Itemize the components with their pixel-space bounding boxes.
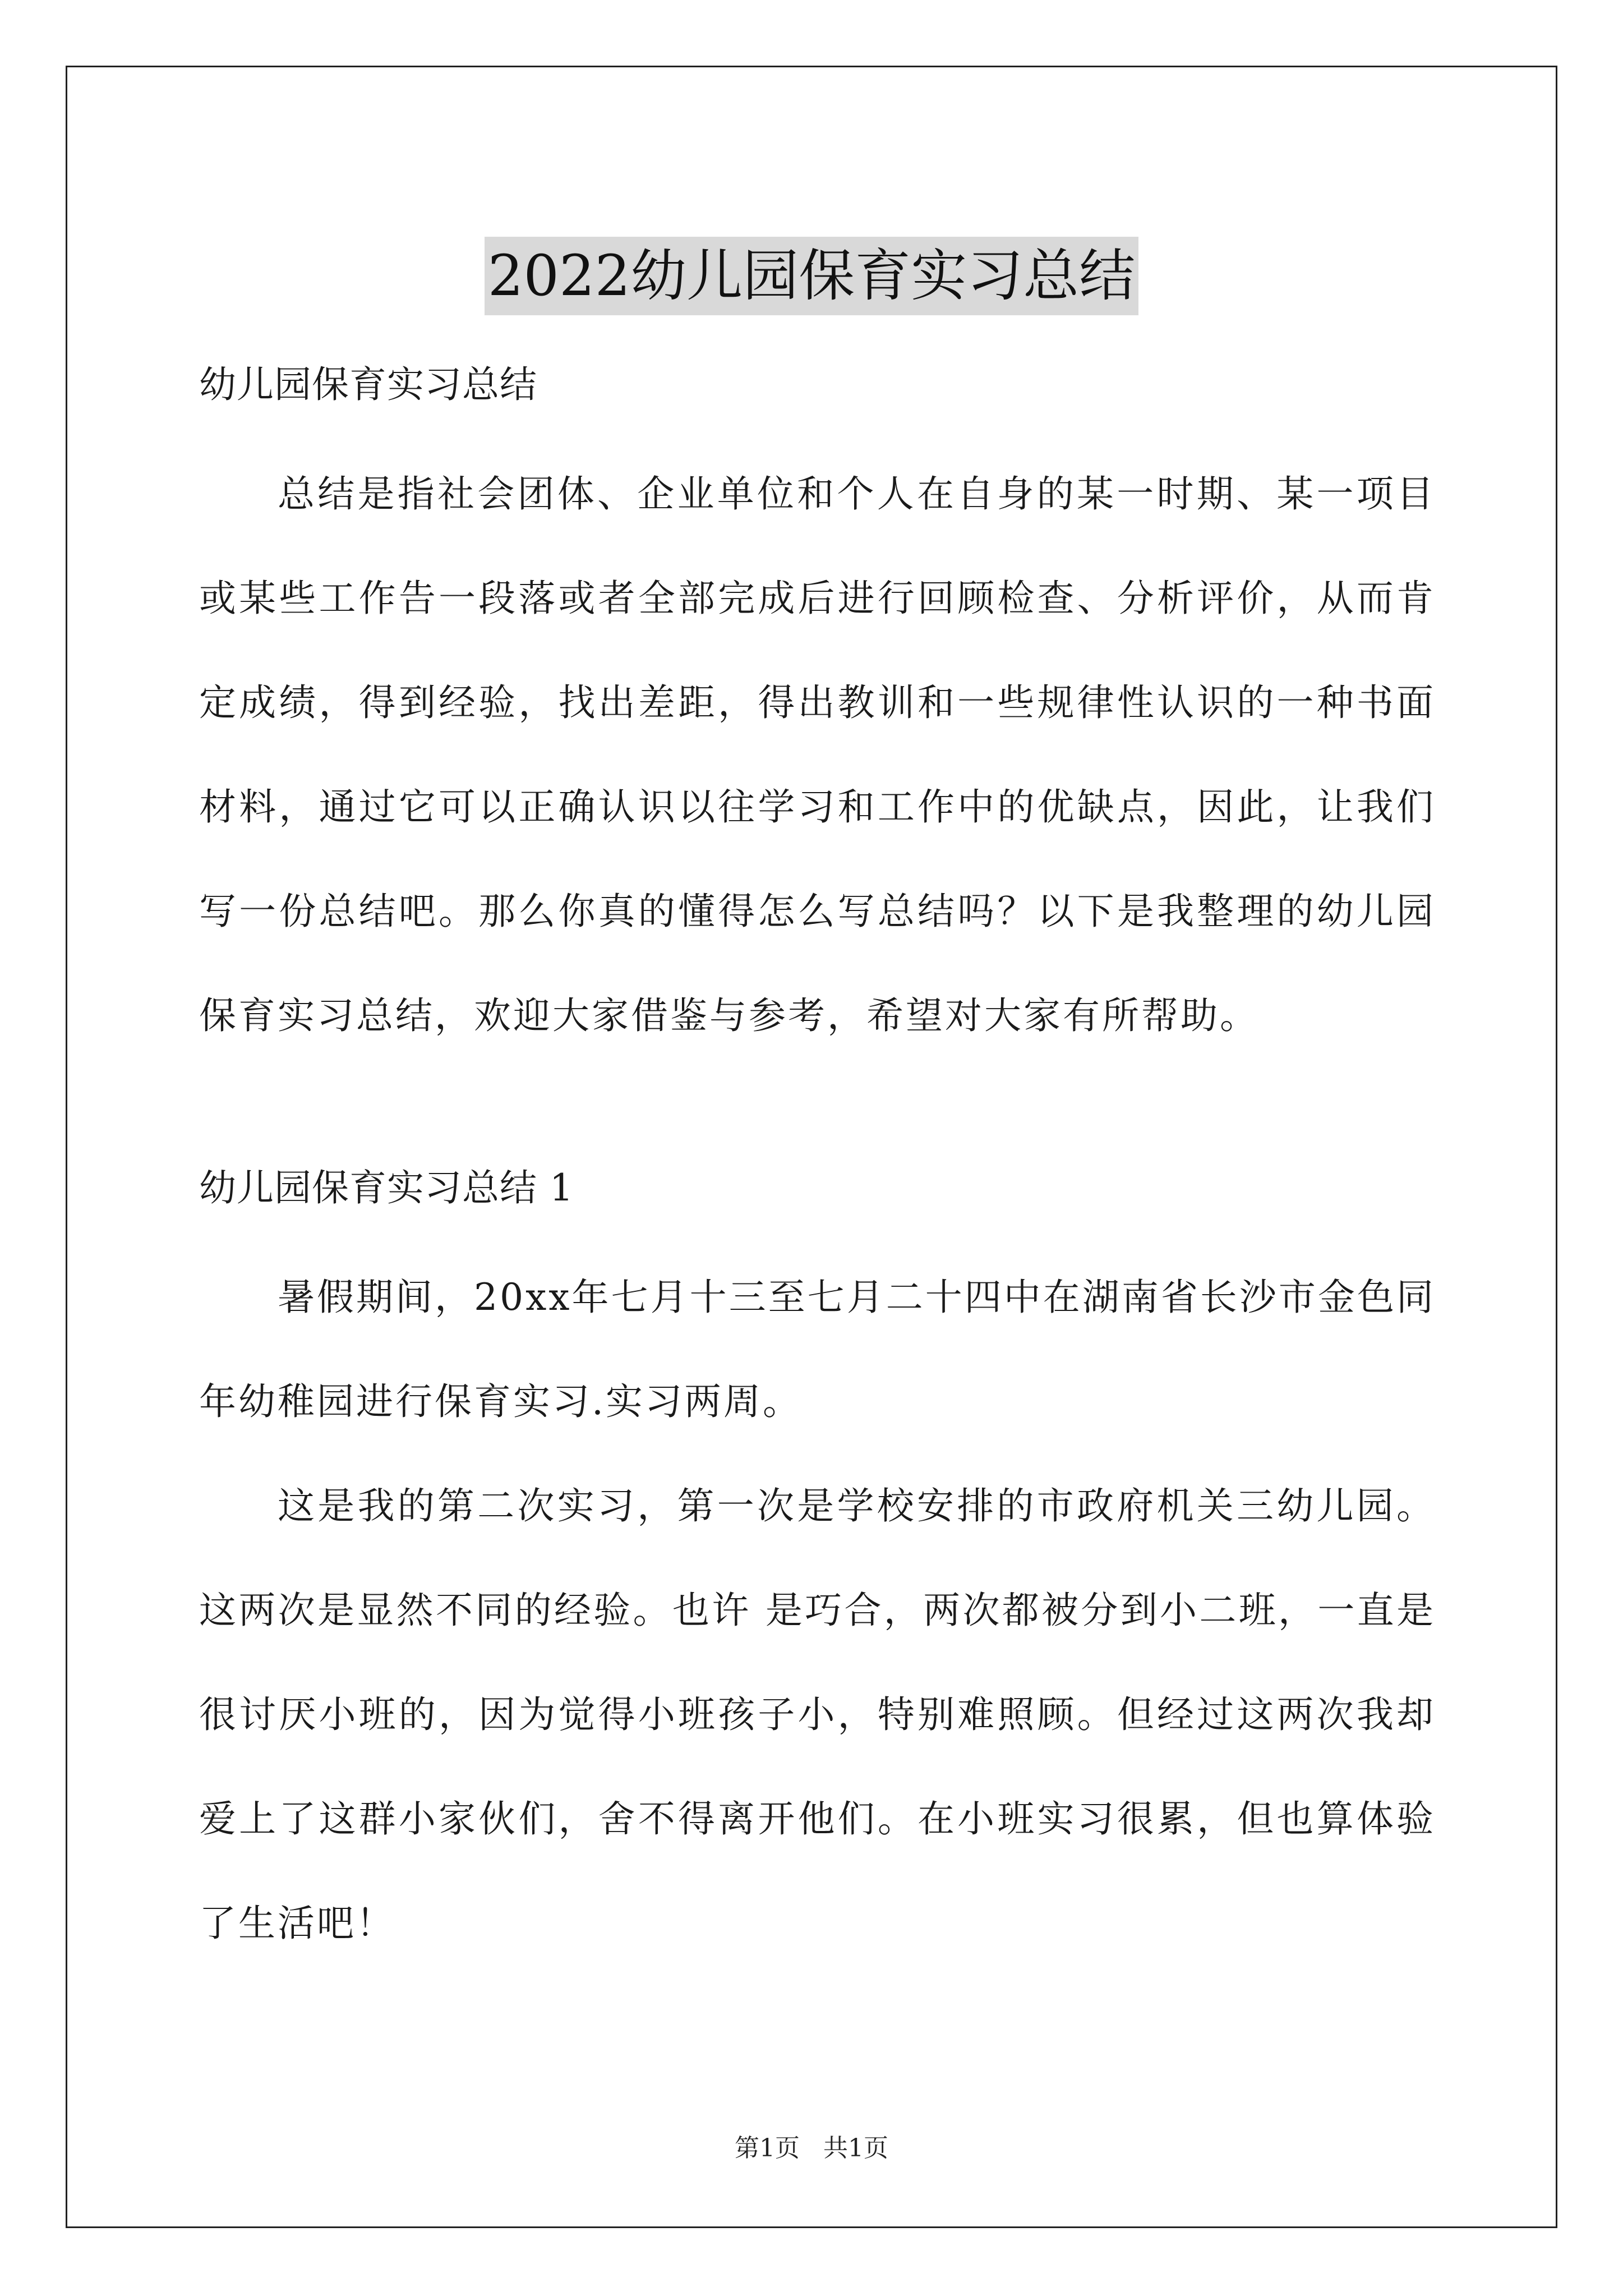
section-heading-intro: 幼儿园保育实习总结 [199, 363, 537, 406]
document-title: 2022幼儿园保育实习总结 [485, 237, 1139, 315]
intro-paragraph: 总结是指社会团体、企业单位和个人在自身的某一时期、某一项目或某些工作告一段落或者全部完成后进行回顾检查、分析评价，从而肯定成绩，得到经验，找出差距，得出教训和一些规律性认识的一种书面材料，通过它可以正确认识以往学习和工作中的优缺点，因此，让我们写一份总结吧。那么你真的懂得怎么写总结吗？以下是我整理的幼儿园保育实习总结，欢迎大家借鉴与参考，希望对大家有所帮助。 [199, 472, 1436, 1037]
section-heading-1: 幼儿园保育实习总结 1 [199, 1166, 574, 1209]
title-container [0, 199, 1623, 353]
body-paragraph-2: 这是我的第二次实习，第一次是学校安排的市政府机关三幼儿园。这两次是显然不同的经验。也许 是巧合，两次都被分到小二班，一直是很讨厌小班的，因为觉得小班孩子小，特别难照顾。但经过这两次我却爱上了这群小家伙们，舍不得离开他们。在小班实习很累，但也算体验了生活吧！ [199, 1484, 1436, 1945]
page-footer: 第1页 共1页 [735, 2134, 888, 2162]
section-spacer [199, 1068, 1436, 1140]
body-paragraph-1: 暑假期间，20xx年七月十三至七月二十四中在湖南省长沙市金色同年幼稚园进行保育实习.实习两周。 [199, 1276, 1436, 1423]
document-body [199, 337, 1436, 1976]
